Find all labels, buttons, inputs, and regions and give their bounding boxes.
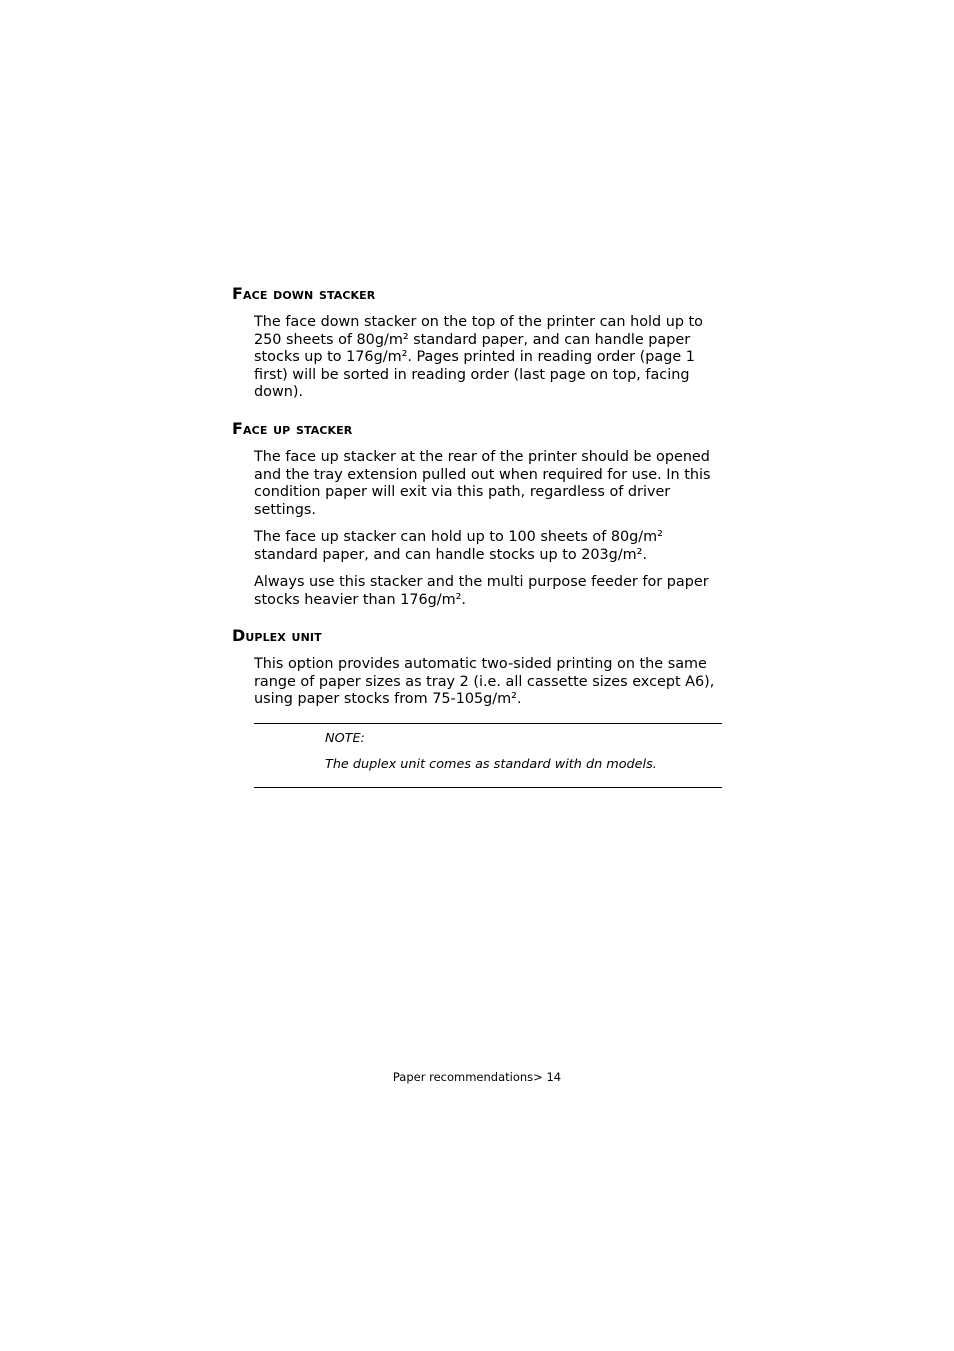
note-bottom-rule (254, 787, 722, 788)
note-top-rule (254, 723, 722, 724)
duplex-unit-paragraph: This option provides automatic two-sided printing on the same range of paper sizes as tray 2 (i.e. all cassette sizes except A6), using paper stocks from 75-105g/m². (254, 656, 715, 708)
note-label: NOTE: (325, 731, 365, 746)
section-heading-face-down-stacker: Face down stacker (232, 284, 376, 303)
face-down-stacker-paragraph: The face down stacker on the top of the printer can hold up to 250 sheets of 80g/m² standard paper, and can handle paper stocks up to 176g/m². Pages printed in reading order (page 1 first) will be sorted in reading order (last page on top, facing down). (254, 314, 703, 401)
face-up-stacker-paragraph-3: Always use this stacker and the multi purpose feeder for paper stocks heavier than 176g/m². (254, 574, 709, 608)
section-heading-duplex-unit: Duplex unit (232, 626, 322, 645)
note-text: The duplex unit comes as standard with dn models. (325, 757, 657, 772)
face-up-stacker-paragraph-2: The face up stacker can hold up to 100 sheets of 80g/m² standard paper, and can handle stocks up to 203g/m². (254, 529, 663, 563)
page-footer: Paper recommendations> 14 (392, 1070, 562, 1084)
face-up-stacker-paragraph-1: The face up stacker at the rear of the printer should be opened and the tray extension pulled out when required for use. In this condition paper will exit via this path, regardless of driver settings. (254, 449, 711, 518)
section-heading-face-up-stacker: Face up stacker (232, 419, 353, 438)
